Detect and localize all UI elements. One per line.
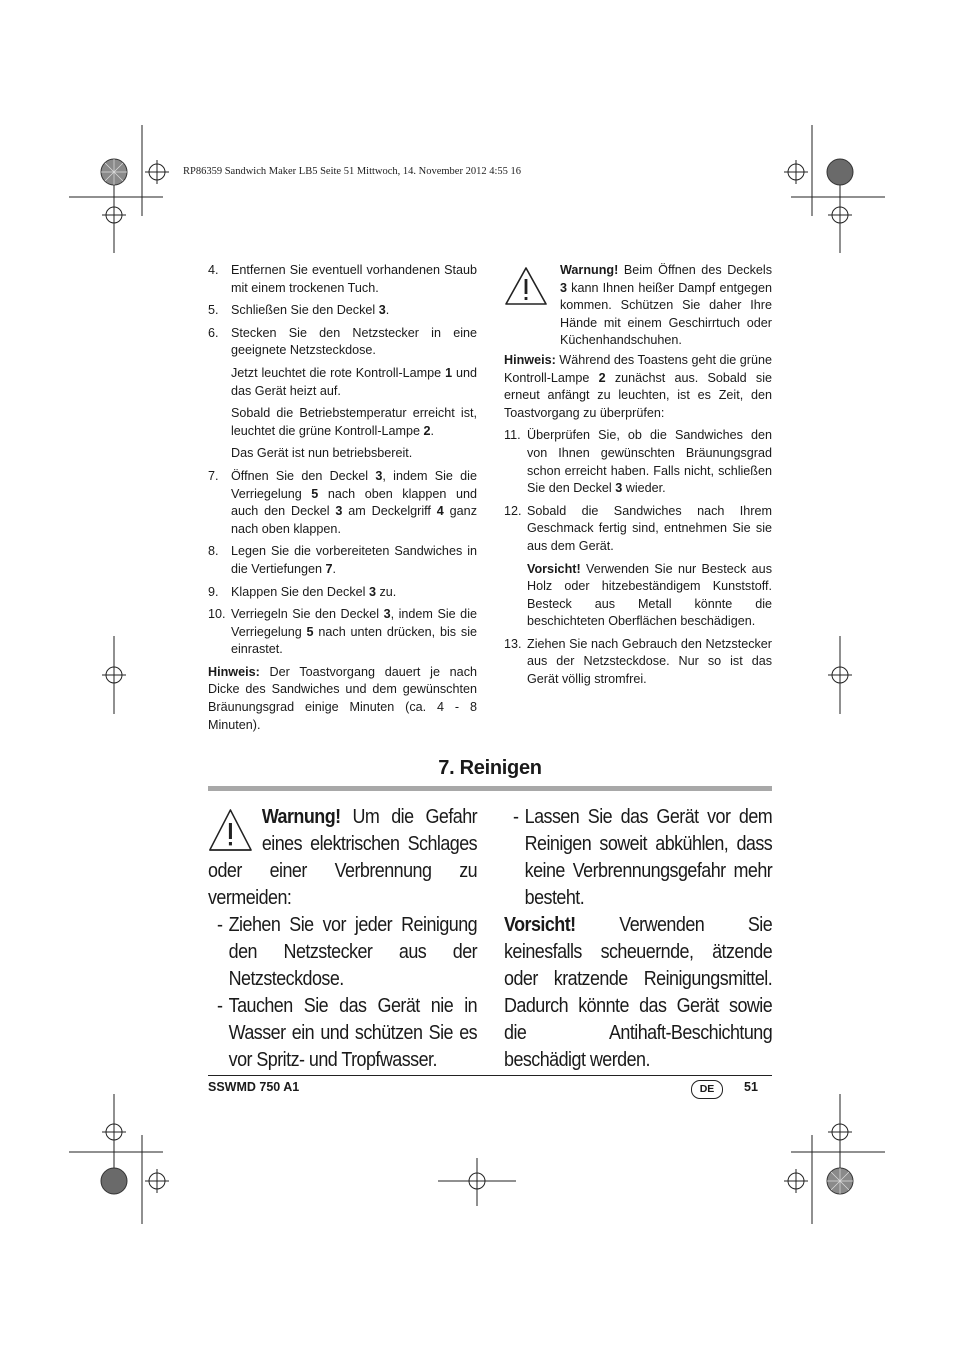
section-title: 7. Reinigen	[438, 757, 542, 779]
footer-divider	[208, 1075, 772, 1076]
step-6-note-2: Sobald die Betriebstemperatur erreicht ist, leuchtet die grüne Kontroll-Lampe 2.	[231, 406, 477, 438]
warning-triangle-icon	[504, 266, 548, 306]
left-column	[208, 262, 477, 734]
cleaning-right-column	[504, 804, 772, 1074]
lamp-hint: Hinweis: Während des Toastens geht die grüne Kontroll-Lampe 2 zunächst aus. Sobald sie erneut anfängt zu leuchten, ist es Zeit, den Toastvorgang zu überprüfen:	[504, 352, 772, 420]
warning-triangle-icon	[208, 808, 253, 852]
step-11: 11. Überprüfen Sie, ob die Sandwiches den von Ihnen gewünschten Bräunungsgrad schon erreicht haben. Falls nicht, schließen Sie den Deckel 3 wieder.	[504, 428, 772, 496]
cleaning-warning: Warnung! Um die Gefahr eines elektrischen Schlages oder einer Verbrennung zu vermeiden:	[208, 806, 478, 909]
cleaning-bullet-1: - Ziehen Sie vor jeder Reinigung den Netzstecker aus der Netzsteckdose.	[216, 914, 478, 990]
step-7: 7. Öffnen Sie den Deckel 3, indem Sie die Verriegelung 5 nach oben klappen und auch den Deckel 3 am Deckelgriff 4 ganz nach oben klappen.	[208, 468, 477, 536]
cutlery-caution: Vorsicht! Verwenden Sie nur Besteck aus Holz oder hitzebeständigem Kunststoff. Besteck aus Metall könnte die beschichteten Oberflächen beschädigen.	[527, 561, 772, 629]
right-column	[504, 262, 772, 694]
cleaning-bullet-2: - Tauchen Sie das Gerät nie in Wasser ein und schützen Sie es vor Spritz- und Tropfwasser.	[216, 995, 478, 1071]
steam-warning: Warnung! Beim Öffnen des Deckels 3 kann Ihnen heißer Dampf entgegen kommen. Schützen Sie daher Ihre Hände mit einem Geschirrtuch oder Küchenhandschuhen.	[504, 262, 772, 350]
cleaning-caution: Vorsicht! Verwenden Sie keinesfalls scheuernde, ätzende oder kratzende Reinigungsmittel. Dadurch könnte das Gerät sowie die Antihaft-Beschichtung beschädigt werden.	[504, 914, 773, 1071]
step-9: 9. Klappen Sie den Deckel 3 zu.	[208, 584, 397, 599]
step-6-note-3: Das Gerät ist nun betriebsbereit.	[231, 446, 413, 461]
step-10: 10. Verriegeln Sie den Deckel 3, indem Sie die Verriegelung 5 nach unten drücken, bis sie einrastet.	[208, 607, 477, 657]
language-badge: DE	[691, 1080, 723, 1099]
step-13: 13. Ziehen Sie nach Gebrauch den Netzstecker aus der Netzsteckdose. Nur so ist das Gerät völlig stromfrei.	[504, 636, 772, 687]
step-6: 6. Stecken Sie den Netzstecker in eine geeignete Netzsteckdose.	[208, 325, 477, 358]
print-info-line: RP86359 Sandwich Maker LB5 Seite 51 Mittwoch, 14. November 2012 4:55 16	[183, 166, 522, 177]
section-divider	[208, 786, 772, 791]
cleaning-left-column	[208, 804, 477, 1074]
step-8: 8. Legen Sie die vorbereiteten Sandwiches in die Vertiefungen 7.	[208, 544, 477, 576]
step-4: 4. Entfernen Sie eventuell vorhandenen Staub mit einem trockenen Tuch.	[208, 263, 477, 295]
cleaning-bullet-3: - Lassen Sie das Gerät vor dem Reinigen soweit abkühlen, dass keine Verbrennungsgefahr mehr besteht.	[512, 806, 773, 909]
step-6-note-1: Jetzt leuchtet die rote Kontroll-Lampe 1 und das Gerät heizt auf.	[231, 365, 477, 398]
step-5: 5. Schließen Sie den Deckel 3.	[208, 303, 390, 318]
toasting-hint: Hinweis: Der Toastvorgang dauert je nach Dicke des Sandwiches und dem gewünschten Bräunungsgrad einige Minuten (ca. 4 - 8 Minuten).	[208, 664, 477, 732]
model-number: SSWMD 750 A1	[208, 1080, 300, 1094]
step-12: 12. Sobald die Sandwiches nach Ihrem Geschmack fertig sind, entnehmen Sie sie aus dem Gerät.	[504, 503, 772, 553]
page-number: 51	[744, 1080, 758, 1094]
